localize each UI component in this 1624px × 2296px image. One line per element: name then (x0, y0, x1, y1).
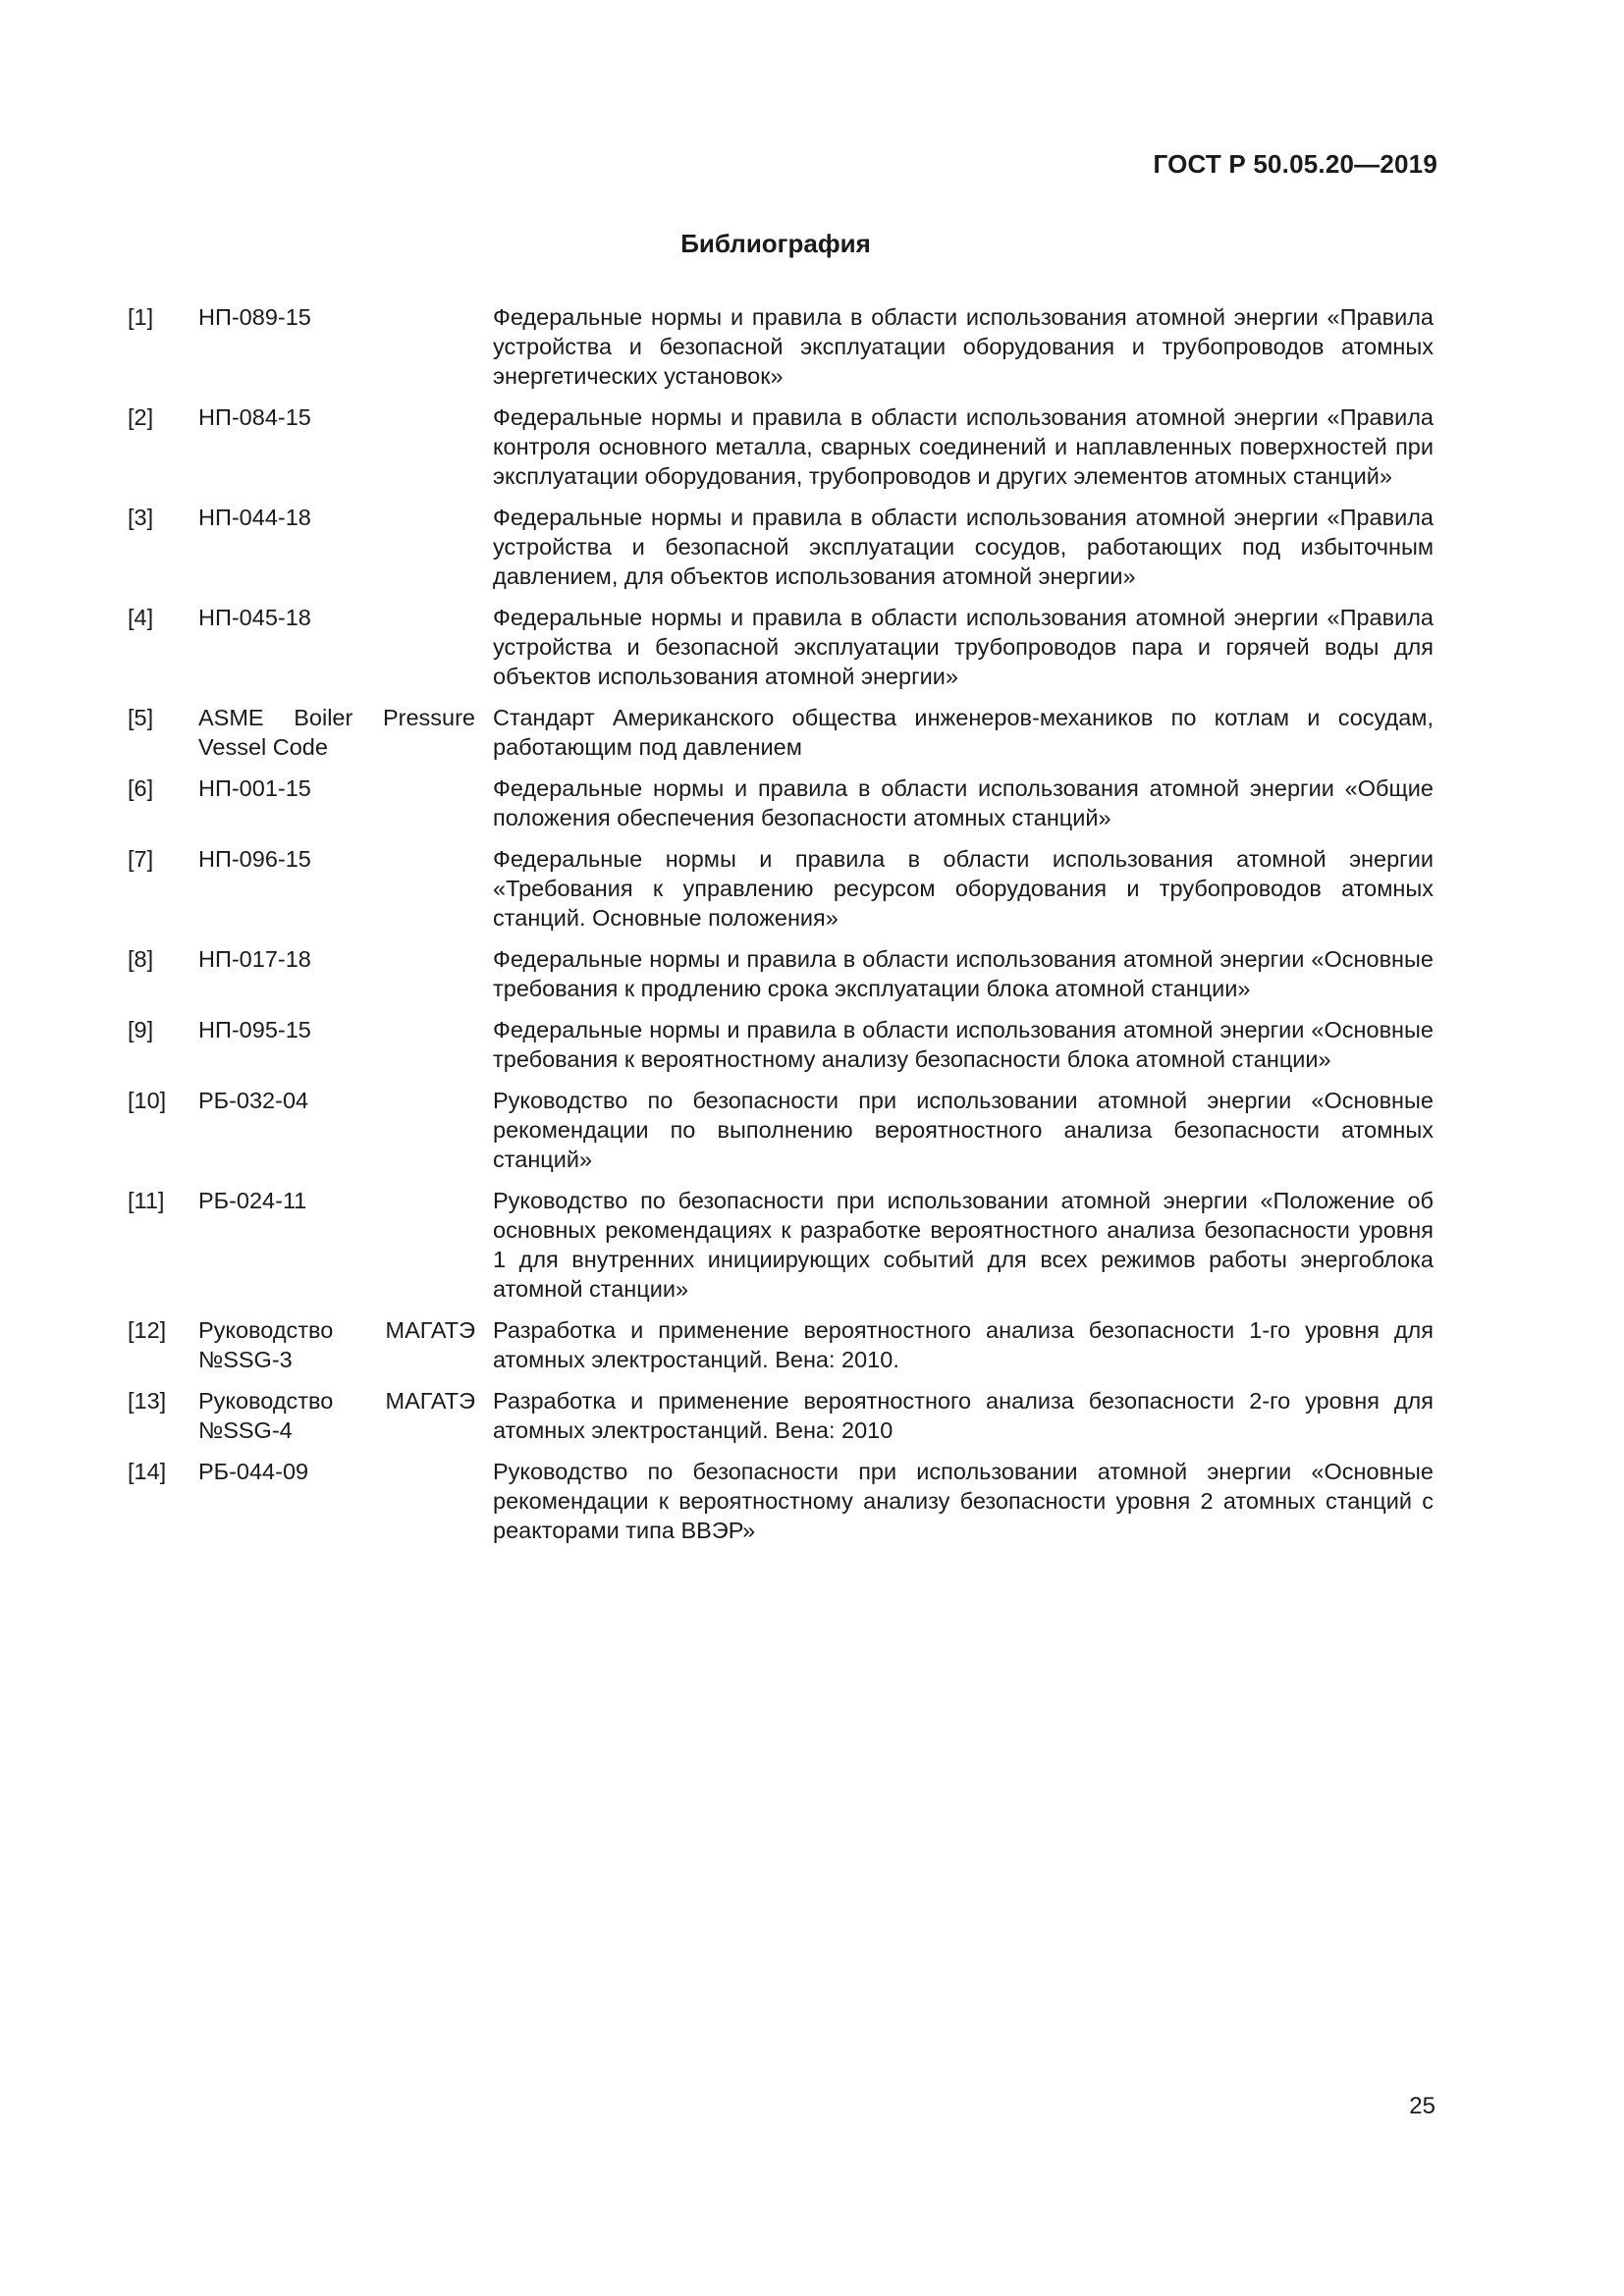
bib-code: НП-044-18 (198, 505, 311, 530)
bib-entry-13 (128, 1386, 1434, 1445)
bib-number: [12] (128, 1317, 167, 1343)
bib-entry-2 (128, 402, 1434, 491)
bib-description: Федеральные нормы и правила в области использования атомной энергии «Правила контроля основного металла, сварных соединений и наплавленных поверхностей при эксплуатации оборудования, трубопроводов и других элементов атомных станций» (493, 404, 1434, 489)
bib-description: Федеральные нормы и правила в области использования атомной энергии «Требования к управлению ресурсом оборудования и трубопроводов атомных станций. Основные положения» (493, 846, 1434, 931)
bib-number: [7] (128, 846, 154, 872)
bib-description: Разработка и применение вероятностного анализа безопасности 1-го уровня для атомных электростанций. Вена: 2010. (493, 1317, 1434, 1372)
bib-number: [14] (128, 1459, 167, 1484)
bib-description: Руководство по безопасности при использовании атомной энергии «Основные рекомендации по выполнению вероятностного анализа безопасности атомных станций» (493, 1088, 1434, 1172)
bib-code: НП-095-15 (198, 1017, 311, 1042)
bib-number: [6] (128, 775, 154, 801)
standard-code: ГОСТ Р 50.05.20—2019 (1153, 149, 1437, 179)
bib-number: [11] (128, 1188, 165, 1213)
bib-description: Федеральные нормы и правила в области использования атомной энергии «Основные требования к продлению срока эксплуатации блока атомной станции» (493, 946, 1434, 1001)
bib-entry-7 (128, 844, 1434, 933)
bib-code: НП-084-15 (198, 404, 311, 430)
bib-number: [3] (128, 505, 154, 530)
bib-number: [8] (128, 946, 154, 972)
bib-code: НП-096-15 (198, 846, 311, 872)
bib-description: Разработка и применение вероятностного анализа безопасности 2-го уровня для атомных электростанций. Вена: 2010 (493, 1388, 1434, 1443)
bib-description: Федеральные нормы и правила в области использования атомной энергии «Правила устройства и безопасной эксплуатации сосудов, работающих под избыточным давлением, для объектов использования атомной энергии» (493, 505, 1434, 589)
bib-description: Федеральные нормы и правила в области использования атомной энергии «Правила устройства и безопасной эксплуатации оборудования и трубопроводов атомных энергетических установок» (493, 304, 1434, 389)
bib-number: [1] (128, 304, 154, 330)
bib-code: РБ-032-04 (198, 1088, 309, 1113)
bibliography-list (128, 302, 1434, 1557)
bib-code: Руководство МАГАТЭ №SSG-4 (198, 1388, 475, 1443)
bib-number: [13] (128, 1388, 167, 1414)
bib-entry-5 (128, 703, 1434, 762)
bib-code: Руководство МАГАТЭ №SSG-3 (198, 1317, 475, 1372)
bib-number: [10] (128, 1088, 167, 1113)
bib-entry-8 (128, 944, 1434, 1003)
bib-entry-9 (128, 1015, 1434, 1074)
bib-code: ASME Boiler Pressure Vessel Code (198, 705, 475, 760)
bib-entry-6 (128, 774, 1434, 832)
bib-number: [9] (128, 1017, 154, 1042)
bib-entry-1 (128, 302, 1434, 391)
bib-description: Руководство по безопасности при использовании атомной энергии «Основные рекомендации к вероятностному анализу безопасности уровня 2 атомных станций с реакторами типа ВВЭР» (493, 1459, 1434, 1543)
bib-entry-3 (128, 503, 1434, 591)
bib-entry-11 (128, 1186, 1434, 1304)
bib-entry-10 (128, 1086, 1434, 1174)
bib-code: НП-045-18 (198, 605, 311, 630)
bib-entry-12 (128, 1315, 1434, 1374)
bib-code: НП-089-15 (198, 304, 311, 330)
page-title: Библиография (680, 229, 871, 258)
bib-code: РБ-024-11 (198, 1188, 307, 1213)
bib-description: Стандарт Американского общества инженеров-механиков по котлам и сосудам, работающим под давлением (493, 705, 1434, 760)
bib-code: РБ-044-09 (198, 1459, 309, 1484)
bib-description: Руководство по безопасности при использовании атомной энергии «Положение об основных рекомендациях к разработке вероятностного анализа безопасности уровня 1 для внутренних инициирующих событий для всех режимов работы энергоблока атомной станции» (493, 1188, 1434, 1302)
bib-number: [5] (128, 705, 154, 730)
bib-entry-14 (128, 1457, 1434, 1545)
bib-description: Федеральные нормы и правила в области использования атомной энергии «Основные требования к вероятностному анализу безопасности блока атомной станции» (493, 1017, 1434, 1072)
bib-entry-4 (128, 603, 1434, 691)
page-number: 25 (1409, 2093, 1435, 2119)
bib-code: НП-001-15 (198, 775, 311, 801)
bib-description: Федеральные нормы и правила в области использования атомной энергии «Общие положения обеспечения безопасности атомных станций» (493, 775, 1434, 830)
bib-code: НП-017-18 (198, 946, 311, 972)
bib-description: Федеральные нормы и правила в области использования атомной энергии «Правила устройства и безопасной эксплуатации трубопроводов пара и горячей воды для объектов использования атомной энергии» (493, 605, 1434, 689)
bib-number: [4] (128, 605, 154, 630)
bib-number: [2] (128, 404, 154, 430)
